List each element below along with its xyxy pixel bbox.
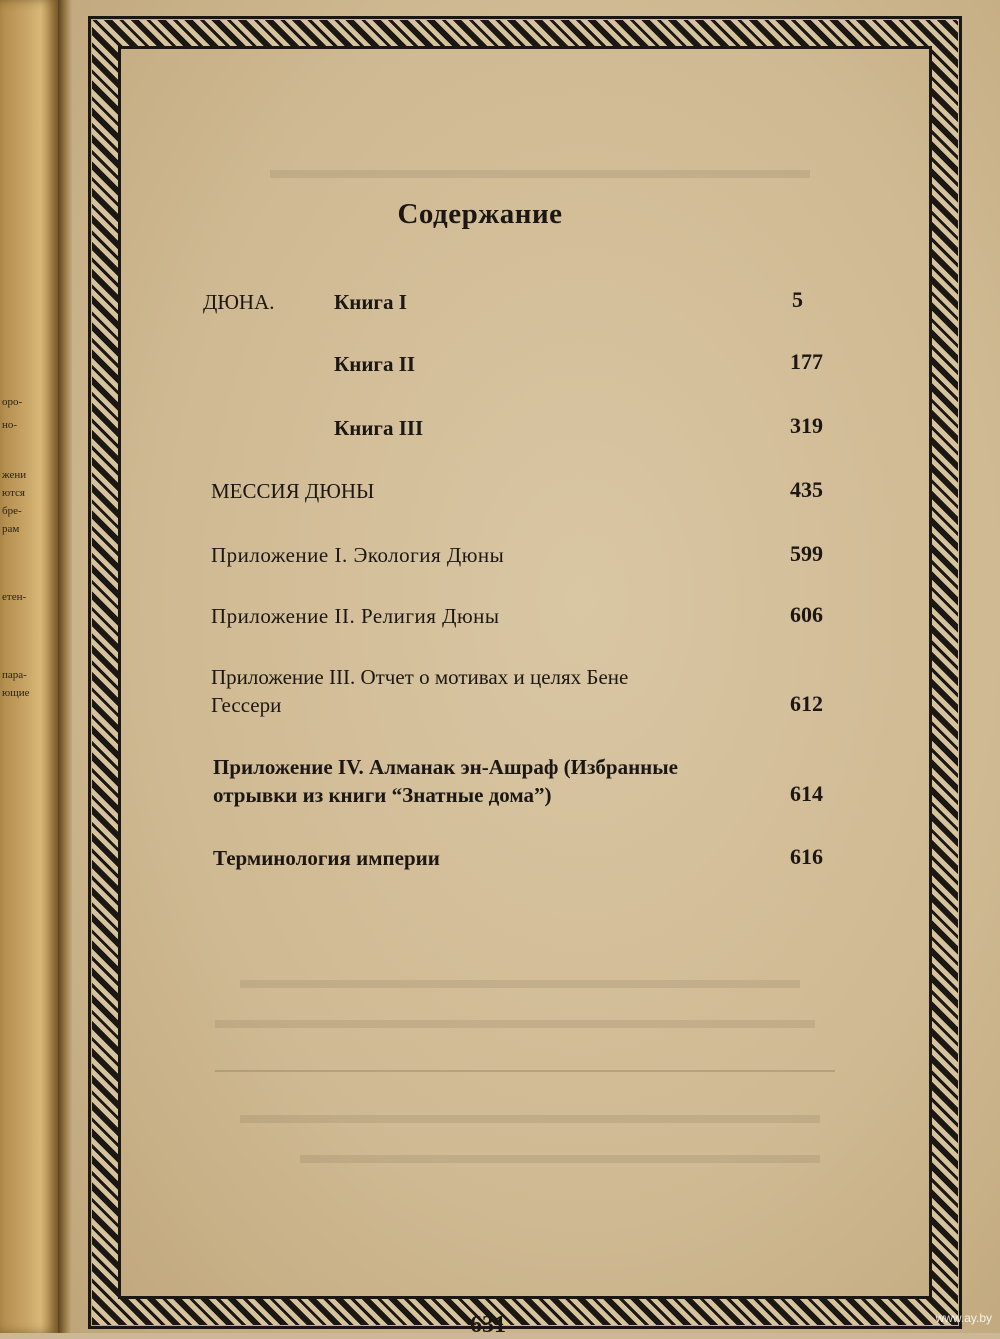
toc-entry-appendix-2: Приложение II. Религия Дюны — [211, 604, 500, 628]
left-page-text: етен- — [2, 591, 27, 603]
toc-entry-terminology: Терминология империи — [213, 846, 440, 870]
toc-page-number: 319 — [790, 413, 823, 438]
toc-entry-book-1: Книга I — [334, 290, 407, 314]
toc-entry-appendix-4: Приложение IV. Алманак эн-Ашраф (Избранные — [213, 755, 678, 779]
left-page-text: пара- — [2, 669, 27, 681]
toc-page-number: 5 — [792, 287, 803, 312]
left-page-edge — [0, 0, 58, 1333]
left-page-text: жени — [2, 469, 27, 481]
folio-page-number: 631 — [470, 1312, 506, 1338]
book-gutter — [58, 0, 72, 1333]
left-page-text: ются — [2, 487, 25, 499]
toc-page-number: 606 — [790, 602, 823, 627]
toc-entry-dune: ДЮНА. — [203, 290, 275, 314]
toc-entry-messiah: МЕССИЯ ДЮНЫ — [211, 479, 375, 503]
toc-entry-appendix-3-cont: Гессери — [211, 693, 282, 717]
watermark: www.ay.by — [935, 1311, 992, 1325]
toc-page-number: 614 — [790, 781, 823, 806]
toc-entry-book-3: Книга III — [334, 416, 424, 440]
toc-page-number: 435 — [790, 477, 823, 502]
toc-page-number: 177 — [790, 349, 823, 374]
toc-entry-appendix-1: Приложение I. Экология Дюны — [211, 543, 505, 567]
left-page-text: оро- — [2, 396, 23, 408]
left-page-text: но- — [2, 419, 18, 431]
toc-page-number: 616 — [790, 844, 823, 869]
left-page-text: бре- — [2, 505, 22, 517]
toc-entry-appendix-4-cont: отрывки из книги “Знатные дома”) — [213, 783, 552, 807]
contents-title: Содержание — [397, 198, 563, 230]
left-page-text: ющие — [2, 687, 30, 699]
toc-entry-book-2: Книга II — [334, 352, 416, 376]
toc-page-number: 599 — [790, 541, 823, 566]
toc-page-number: 612 — [790, 691, 823, 716]
left-page-text: рам — [2, 523, 20, 535]
toc-entry-appendix-3: Приложение III. Отчет о мотивах и целях Бене — [211, 665, 629, 689]
